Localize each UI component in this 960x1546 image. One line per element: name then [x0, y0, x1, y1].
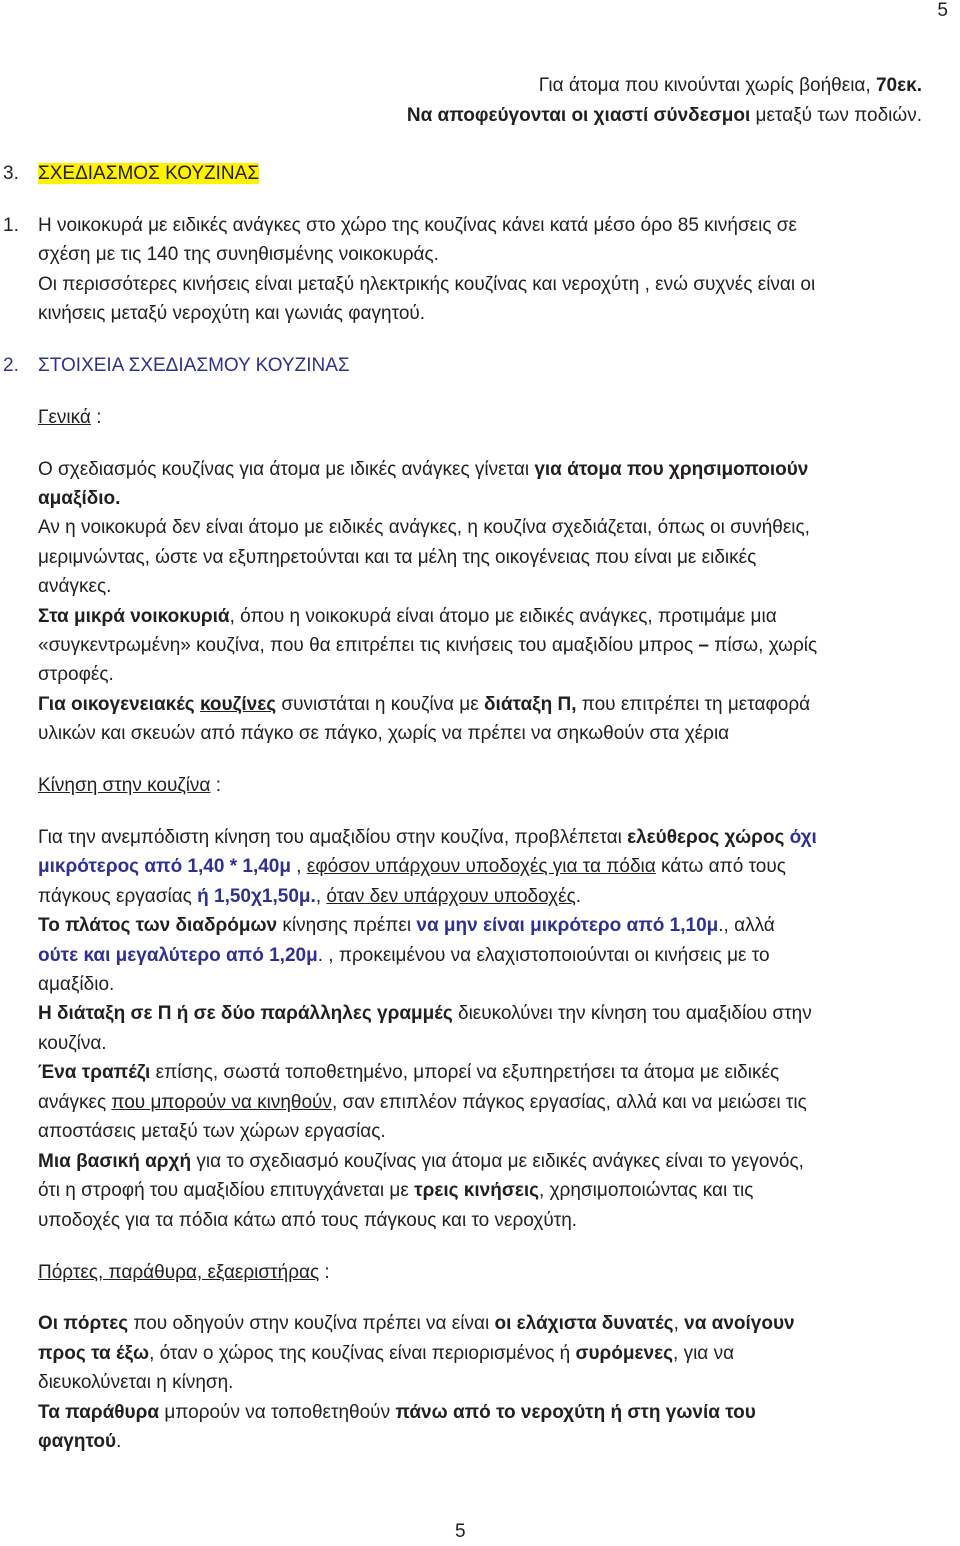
general-p3-dash: – — [698, 635, 709, 656]
point-1-line-4: κινήσεις μεταξύ νεροχύτη και γωνιάς φαγητού. — [38, 303, 426, 324]
general-p4-line-2: υλικών και σκευών από πάγκο σε πάγκο, χωρίς να πρέπει να σηκωθούν στα χέρια — [38, 723, 730, 744]
movement-p4-bold: Ένα τραπέζι — [38, 1062, 151, 1083]
general-p4-bold-2: κουζίνες — [199, 694, 277, 715]
doors-p2-line-1 — [38, 1398, 756, 1427]
general-p3-line-2-a: «συγκεντρωμένη» κουζίνα, που θα επιτρέπει τις κινήσεις του αμαξιδίου μπρος — [38, 635, 699, 656]
page-number-top: 5 — [937, 0, 948, 21]
movement-p1-text: Για την ανεμπόδιστη κίνηση του αμαξιδίου στην κουζίνα, προβλέπεται — [38, 827, 628, 848]
section-3-number: 3. — [3, 163, 19, 184]
general-p3-bold: Στα μικρά νοικοκυριά — [38, 606, 230, 627]
movement-p2-line-2-blue: ούτε και μεγαλύτερο από 1,20μ — [38, 945, 318, 966]
general-p4-text-1: συνιστάται η κουζίνα με — [276, 694, 485, 715]
doors-p2-line-2-bold: φαγητού — [38, 1431, 117, 1452]
point-1-number: 1. — [3, 215, 19, 236]
doors-p2-text: μπορούν να τοποθετηθούν — [159, 1402, 396, 1423]
page-number-bottom: 5 — [455, 1521, 466, 1542]
general-p4-bold-1: Για οικογενειακές — [38, 694, 200, 715]
general-p2-line-1: Αν η νοικοκυρά δεν είναι άτομο με ειδικές ανάγκες, η κουζίνα σχεδιάζεται, όπως οι συνήθεις, — [38, 517, 810, 538]
movement-p1-blue: όχι — [784, 827, 817, 848]
doors-heading-colon: : — [319, 1262, 330, 1283]
movement-p1-line-3-blue: ή 1,50χ1,50μ. — [197, 886, 316, 907]
movement-p3-text: διευκολύνει την κίνηση του αμαξιδίου στην — [452, 1003, 812, 1024]
general-p2-line-3: ανάγκες. — [38, 576, 112, 597]
movement-heading-colon: : — [210, 775, 221, 796]
movement-p4-line-2-underline: που μπορούν να κινηθούν — [111, 1092, 332, 1113]
movement-p2-text-2: ., αλλά — [718, 915, 775, 936]
doors-p1-line-2-bold-2: συρόμενες — [575, 1343, 674, 1364]
movement-p1-line-2-underline: εφόσον υπάρχουν υποδοχές για τα πόδια — [306, 856, 656, 877]
point-1-line-3: Οι περισσότερες κινήσεις είναι μεταξύ ηλεκτρικής κουζίνας και νεροχύτη , ενώ συχνές είναι οι — [38, 274, 816, 295]
doors-p1-line-2-bold-1: προς τα έξω — [38, 1343, 150, 1364]
movement-heading-text: Κίνηση στην κουζίνα — [38, 775, 211, 796]
section-3-title — [38, 159, 259, 188]
doors-p1-bold-1: Οι πόρτες — [38, 1313, 129, 1334]
doors-p1-bold-2: οι ελάχιστα δυνατές — [494, 1313, 674, 1334]
movement-p4-line-1 — [38, 1058, 779, 1087]
doors-p2-line-2-text: . — [116, 1431, 122, 1452]
movement-p2-blue: να μην είναι μικρότερο από 1,10μ — [416, 915, 719, 936]
point-1-line-2: σχέση με τις 140 της συνηθισμένης νοικοκυράς. — [38, 244, 439, 265]
general-p2-line-2: μεριμνώντας, ώστε να εξυπηρετούνται και τα μέλη της οικογένειας που είναι με ειδικές — [38, 547, 757, 568]
general-p1-line-1 — [38, 455, 808, 484]
doors-p2-bold-1: Τα παράθυρα — [38, 1402, 160, 1423]
doors-p1-text-2: , — [673, 1313, 685, 1334]
doors-p1-line-2 — [38, 1339, 734, 1368]
intro-line-2-bold: Να αποφεύγονται οι χιαστί σύνδεσμοι — [406, 105, 751, 126]
section-2-number: 2. — [3, 355, 19, 376]
movement-p3-line-2: κουζίνα. — [38, 1033, 107, 1054]
general-p1-text: Ο σχεδιασμός κουζίνας για άτομα με ιδικές ανάγκες γίνεται — [38, 459, 535, 480]
general-heading-colon: : — [90, 407, 102, 428]
intro-line-1-bold: 70εκ. — [875, 75, 922, 96]
movement-p2-bold-1: Το πλάτος — [38, 915, 131, 936]
movement-p1-line-3-text-3: . — [575, 886, 582, 907]
general-heading-text: Γενικά — [38, 407, 91, 428]
general-p4-text-2: που επιτρέπει τη μεταφορά — [576, 694, 811, 715]
movement-p1-line-3 — [38, 882, 581, 911]
doors-heading-text: Πόρτες, παράθυρα, εξαεριστήρας — [38, 1262, 320, 1283]
general-p3-line-3: στροφές. — [38, 664, 114, 685]
movement-p3-line-1 — [38, 999, 812, 1028]
doors-p2-bold-2: πάνω από το νεροχύτη ή στη γωνία του — [395, 1402, 756, 1423]
movement-p1-line-2 — [38, 852, 786, 881]
section-2-title: ΣΤΟΙΧΕΙΑ ΣΧΕΔΙΑΣΜΟΥ ΚΟΥΖΙΝΑΣ — [38, 355, 350, 376]
general-p3-text: , όπου η νοικοκυρά είναι άτομο με ειδικές ανάγκες, προτιμάμε μια — [229, 606, 777, 627]
movement-p2-bold-2: των διαδρόμων — [130, 915, 278, 936]
point-1-line-1: Η νοικοκυρά με ειδικές ανάγκες στο χώρο της κουζίνας κάνει κατά μέσο όρο 85 κινήσεις σε — [38, 215, 797, 236]
movement-p1-line-2-text-2: κάτω από τους — [655, 856, 786, 877]
movement-p1-bold: ελεύθερος χώρος — [627, 827, 785, 848]
movement-p4-line-3: αποστάσεις μεταξύ των χώρων εργασίας. — [38, 1121, 386, 1142]
movement-p5-line-2-text-1: ότι η στροφή του αμαξιδίου επιτυγχάνεται με — [38, 1180, 415, 1201]
general-p3-line-1 — [38, 602, 777, 631]
general-heading — [38, 403, 101, 432]
doors-p1-bold-3: να ανοίγουν — [684, 1313, 795, 1334]
movement-p5-line-2-text-2: , χρησιμοποιώντας και τις — [539, 1180, 754, 1201]
movement-p2-line-2 — [38, 941, 770, 970]
movement-p4-line-2-text-2: , σαν επιπλέον πάγκος εργασίας, αλλά και να μειώσει τις — [331, 1092, 807, 1113]
movement-p2-line-1 — [38, 911, 775, 940]
doors-p1-line-1 — [38, 1309, 795, 1338]
intro-line-2 — [407, 101, 922, 130]
intro-line-1 — [539, 71, 922, 100]
doors-p1-line-2-text-2: , για να — [673, 1343, 735, 1364]
doors-p1-text-1: που οδηγούν στην κουζίνα πρέπει να είναι — [128, 1313, 495, 1334]
intro-line-2-text: μεταξύ των ποδιών. — [750, 105, 922, 126]
movement-p1-line-3-text-2: , — [315, 886, 327, 907]
general-p4-bold-3: διάταξη Π, — [484, 694, 577, 715]
movement-p4-line-2-text-1: ανάγκες — [38, 1092, 112, 1113]
intro-line-1-text: Για άτομα που κινούνται χωρίς βοήθεια, — [538, 75, 876, 96]
general-p1-line-2: αμαξίδιο. — [38, 488, 121, 509]
general-p1-bold: για άτομα που χρησιμοποιούν — [534, 459, 809, 480]
movement-p2-text-1: κίνησης πρέπει — [277, 915, 417, 936]
section-3-title-text: ΣΧΕΔΙΑΣΜΟΣ ΚΟΥΖΙΝΑΣ — [38, 163, 260, 184]
movement-p4-text: επίσης, σωστά τοποθετημένο, μπορεί να εξυπηρετήσει τα άτομα με ειδικές — [150, 1062, 780, 1083]
general-p3-line-2 — [38, 631, 817, 660]
movement-p3-bold: Η διάταξη σε Π ή σε δύο παράλληλες γραμμές — [38, 1003, 453, 1024]
general-p3-line-2-b: πίσω, χωρίς — [708, 635, 818, 656]
movement-p5-line-1 — [38, 1147, 804, 1176]
doors-p1-line-2-text-1: , όταν ο χώρος της κουζίνας είναι περιορισμένος ή — [149, 1343, 576, 1364]
general-p4-line-1 — [38, 690, 810, 719]
movement-p4-line-2 — [38, 1088, 807, 1117]
movement-p5-line-2-bold: τρεις κινήσεις — [414, 1180, 540, 1201]
movement-p1-line-1 — [38, 823, 817, 852]
movement-p1-line-3-text-1: πάγκους εργασίας — [38, 886, 198, 907]
movement-p5-line-2 — [38, 1176, 753, 1205]
movement-p1-line-2-blue: μικρότερος από 1,40 * 1,40μ — [38, 856, 291, 877]
movement-p2-line-2-text: . , προκειμένου να ελαχιστοποιούνται οι κινήσεις με το — [317, 945, 770, 966]
movement-heading — [38, 771, 221, 800]
doors-p1-line-3: διευκολύνεται η κίνηση. — [38, 1372, 234, 1393]
movement-p1-line-2-text-1: , — [291, 856, 307, 877]
doors-p2-line-2 — [38, 1427, 121, 1456]
movement-p5-text: για το σχεδιασμό κουζίνας για άτομα με ειδικές ανάγκες είναι το γεγονός, — [191, 1151, 804, 1172]
movement-p5-bold: Μια βασική αρχή — [38, 1151, 192, 1172]
movement-p5-line-3: υποδοχές για τα πόδια κάτω από τους πάγκους και το νεροχύτη. — [38, 1210, 578, 1231]
doors-heading — [38, 1258, 330, 1287]
movement-p1-line-3-underline: όταν δεν υπάρχουν υποδοχές — [326, 886, 576, 907]
movement-p2-line-3: αμαξίδιο. — [38, 974, 115, 995]
